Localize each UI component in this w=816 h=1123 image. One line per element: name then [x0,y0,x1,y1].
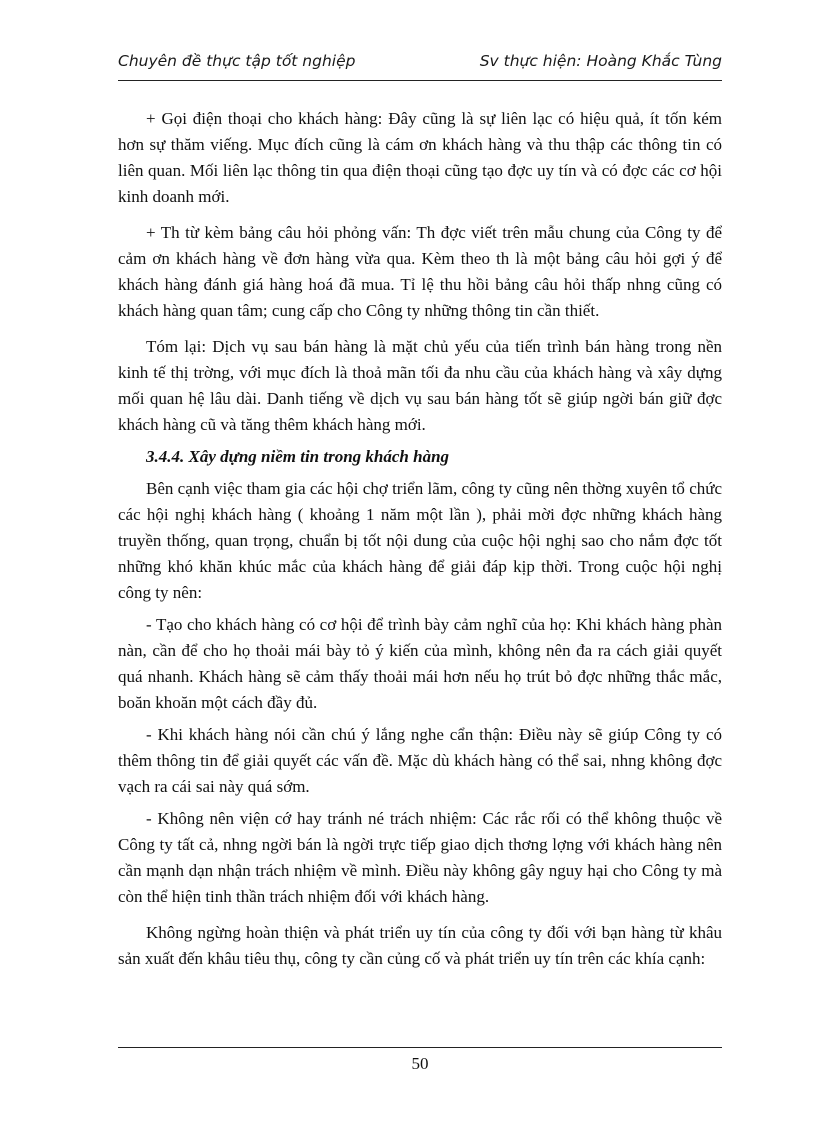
paragraph-customer-conference: Bên cạnh việc tham gia các hội chợ triển lãm, công ty cũng nên thờng xuyên tổ chức các hội nghị khách hàng ( khoảng 1 năm một lần ), phải mời đợc những khách hàng truyền thống, quan trọng, chuẩn bị tốt nội dung của cuộc hội nghị sao cho nắm đợc tốt những khó khăn khúc mắc của khách hàng để giải đáp kịp thời. Trong cuộc hội nghị công ty nên: [118,479,722,602]
paragraph-summary: Tóm lại: Dịch vụ sau bán hàng là mặt chủ yếu của tiến trình bán hàng trong nền kinh tế thị trờng, với mục đích là thoả mãn tối đa nhu cầu của khách hàng và xây dựng mối quan hệ lâu dài. Danh tiếng về dịch vụ sau bán hàng tốt sẽ giúp ngời bán giữ đợc khách hàng cũ và tăng thêm khách hàng mới. [118,337,722,434]
page-body [118,106,722,982]
header-author: Sv thực hiện: Hoàng Khắc Tùng [479,52,722,70]
paragraph-take-responsibility: - Không nên viện cớ hay tránh né trách nhiệm: Các rắc rối có thể không thuộc về Công ty tất cả, nhng ngời bán là ngời trực tiếp giao dịch thơng lợng với khách hàng nên cần mạnh dạn nhận trách nhiệm về mình. Điều này không gây nguy hại cho Công ty mà còn thể hiện tinh thần trách nhiệm đối với khách hàng. [118,809,722,906]
page-number: 50 [411,1054,429,1073]
section-heading: 3.4.4. Xây dựng niềm tin trong khách hàng [146,447,450,466]
footer-divider [118,1047,722,1048]
paragraph-build-reputation: Không ngừng hoàn thiện và phát triển uy tín của công ty đối với bạn hàng từ khâu sản xuất đến khâu tiêu thụ, công ty cần củng cố và phát triển uy tín trên các khía cạnh: [118,923,722,968]
header-document-title: Chuyên đề thực tập tốt nghiệp [118,52,356,70]
paragraph-listen-carefully: - Khi khách hàng nói cần chú ý lắng nghe cẩn thận: Điều này sẽ giúp Công ty có thêm thông tin để giải quyết các vấn đề. Mặc dù khách hàng có thể sai, nhng không đợc vạch ra cái sai này quá sớm. [118,725,722,796]
paragraph-opportunity-to-express: - Tạo cho khách hàng có cơ hội để trình bày cảm nghĩ của họ: Khi khách hàng phàn nàn, cần để cho họ thoải mái bày tỏ ý kiến của mình, không nên đa ra cách giải quyết quá nhanh. Khách hàng sẽ cảm thấy thoải mái hơn nếu họ trút bỏ đợc những thắc mắc, boăn khoăn một cách đầy đủ. [118,615,722,712]
page-header [118,52,722,78]
header-divider [118,80,722,81]
paragraph-letter-survey: + Th từ kèm bảng câu hỏi phỏng vấn: Th đợc viết trên mẫu chung của Công ty để cảm ơn khách hàng về đơn hàng vừa qua. Kèm theo th là một bảng câu hỏi gợi ý để khách hàng đánh giá hàng hoá đã mua. Tỉ lệ thu hồi bảng câu hỏi thấp nhng cũng có khách hàng quan tâm; cung cấp cho Công ty những thông tin cần thiết. [118,223,722,320]
paragraph-phone-call: + Gọi điện thoại cho khách hàng: Đây cũng là sự liên lạc có hiệu quả, ít tốn kém hơn sự thăm viếng. Mục đích cũng là cám ơn khách hàng và thu thập các thông tin có liên quan. Mối liên lạc thông tin qua điện thoại cũng tạo đợc uy tín và có đợc các cơ hội kinh doanh mới. [118,109,722,206]
